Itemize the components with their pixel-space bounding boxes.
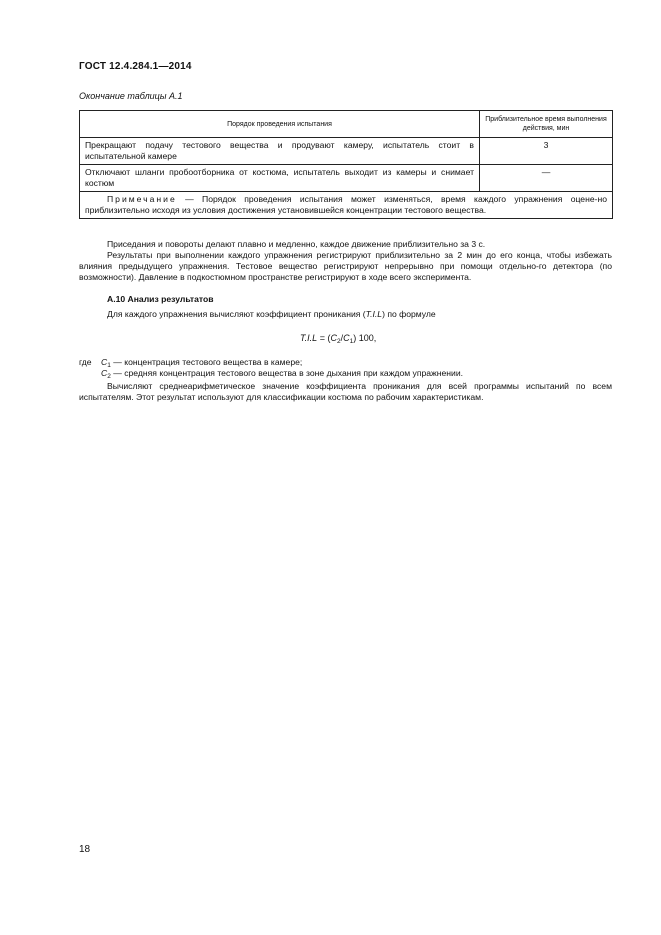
definitions — [79, 357, 612, 379]
table-note-row — [80, 192, 613, 219]
para-text: Для каждого упражнения вычисляют коэффициент проникания ( — [107, 309, 366, 319]
table-row — [80, 138, 613, 165]
paragraph: Приседания и повороты делают плавно и медленно, каждое движение приблизительно за 3 с. — [107, 239, 486, 249]
note-text: — Порядок проведения испытания может изменяться, время каждого упражнения оцене-но приблизительно исходя из условия достижения установившейся концентрации тестового вещества. — [85, 194, 607, 215]
table-header-row — [80, 111, 613, 138]
formula-part: = ( — [317, 333, 331, 343]
def-symbol: C — [101, 368, 108, 378]
formula — [300, 333, 376, 344]
def-symbol: C — [101, 357, 108, 367]
coefficient-symbol: T.I.L — [365, 309, 383, 319]
note-label: Примечание — [107, 194, 177, 204]
paragraph: Результаты при выполнении каждого упражнения регистрируют приблизительно за 2 мин до его конца, чтобы избежать влияния предыдущего упражнения. Тестовое вещество регистрируют непрерывно при помощи отдельно-го детектора (по возможности). Давление в подкостюмном пространстве регистрируют в ходе всего эксперимента. — [79, 250, 612, 282]
column-header-procedure: Порядок проведения испытания — [80, 111, 480, 138]
section-heading: А.10 Анализ результатов — [107, 294, 214, 304]
paragraph — [79, 309, 612, 320]
para-text: ) по формуле — [382, 309, 436, 319]
formula-subscript: 1 — [349, 338, 354, 345]
table-caption: Окончание таблицы А.1 — [79, 91, 183, 101]
step-time: 3 — [480, 138, 613, 165]
formula-symbol: C — [343, 333, 350, 343]
def-text: — средняя концентрация тестового вещества в зоне дыхания при каждом упражнении. — [110, 368, 464, 378]
definition-row — [79, 357, 612, 368]
procedure-step: Отключают шланги пробоотборника от костюма, испытатель выходит из камеры и снимает костюм — [80, 165, 480, 192]
def-subscript: 1 — [107, 362, 111, 369]
table-note — [80, 192, 613, 219]
step-time: — — [480, 165, 613, 192]
definition-row — [79, 368, 612, 379]
page-number: 18 — [79, 844, 91, 855]
formula-symbol: C — [330, 333, 337, 343]
formula-part: / — [340, 333, 344, 343]
formula-part: ) 100, — [353, 333, 377, 343]
table-row — [80, 165, 613, 192]
document-header: ГОСТ 12.4.284.1—2014 — [79, 61, 192, 72]
procedure-step: Прекращают подачу тестового вещества и продувают камеру, испытатель стоит в испытательной камере — [80, 138, 480, 165]
formula-lhs: T.I.L — [300, 333, 318, 343]
procedure-table — [79, 110, 613, 219]
paragraph: Вычисляют среднеарифметическое значение коэффициента проникания для всей программы испытаний по всем испытателям. Этот результат используют для классификации костюма по рабочим характеристикам. — [79, 381, 612, 402]
def-subscript: 2 — [107, 373, 111, 380]
def-text: — концентрация тестового вещества в камере; — [110, 357, 303, 367]
formula-subscript: 2 — [336, 338, 341, 345]
where-word: где — [79, 357, 92, 367]
column-header-time: Приблизительное время выполнения действия, мин — [480, 111, 613, 138]
